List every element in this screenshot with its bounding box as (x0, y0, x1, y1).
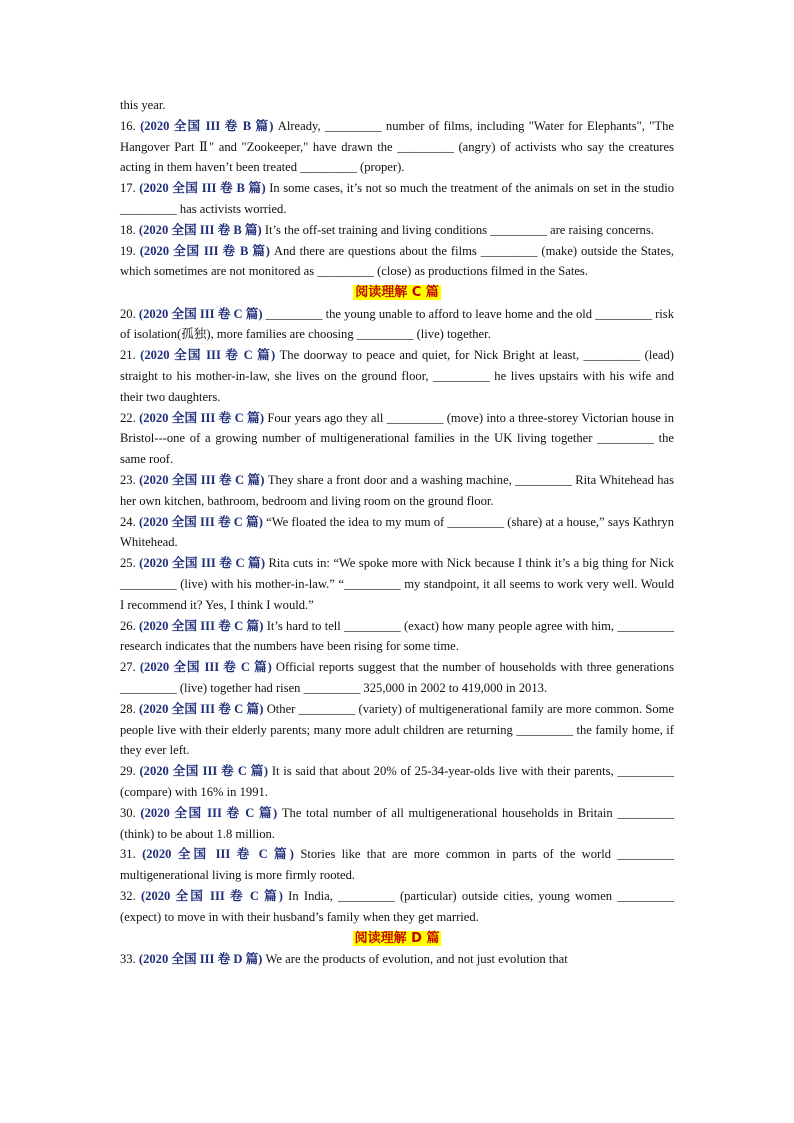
question-number: 26. (120, 618, 139, 633)
question-item (120, 116, 674, 178)
question-source: (2020 全国 III 卷 C 篇) (139, 660, 272, 675)
question-number: 30. (120, 805, 141, 820)
question-item (120, 761, 674, 803)
question-source: (2020 全国 III 卷 B 篇) (139, 181, 266, 196)
question-text: Official reports suggest that the number of households with three generations _________ (live) together had risen _________ 325,000 in 2002 to 419,000 in 2013. (120, 660, 675, 696)
question-number: 28. (120, 701, 139, 716)
question-text: Other _________ (variety) of multigenerational family are more common. Some people live with their elderly parents; many more adult children are returning _________ the family home, if they ever left. (120, 701, 675, 758)
question-text: The doorway to peace and quiet, for Nick Bright at least, _________ (lead) straight to his mother-in-law, she lives on the ground floor, _________ he lives upstairs with his wife and their two daughters. (120, 348, 674, 404)
question-text: “We floated the idea to my mum of _________ (share) at a house,” says Kathryn Whitehead. (120, 514, 675, 550)
question-text: this year. (120, 98, 166, 112)
question-text: It is said that about 20% of 25-34-year-olds live with their parents, _________ (compare) with 16% in 1991. (120, 764, 675, 799)
section-heading (120, 928, 674, 950)
question-item (120, 699, 674, 761)
question-source: (2020 全国 III 卷 C 篇) (139, 764, 269, 779)
question-item (120, 512, 674, 554)
question-source: (2020 全国 III 卷 C 篇) (138, 514, 263, 529)
question-number: 20. (120, 306, 139, 321)
question-source: (2020 全国 III 卷 C 篇) (140, 348, 276, 363)
question-text: Four years ago they all _________ (move) into a three-storey Victorian house in Bristol---one of a growing number of multigenerational families in the UK living together _________ the same roof. (120, 410, 675, 467)
question-item (120, 657, 674, 699)
question-text: Rita cuts in: “We spoke more with Nick because I think it’s a big thing for Nick _________ (live) with his mother-in-law.” “_________ my standpoint, it all seems to work very well. Would I recommend it? Yes, I think I would.” (120, 556, 675, 612)
question-item (120, 95, 674, 116)
question-number: 23. (120, 473, 140, 488)
question-source: (2020 全国 III 卷 C 篇) (142, 847, 295, 862)
question-number: 21. (120, 348, 141, 363)
question-item (120, 304, 674, 346)
question-text: _________ the young unable to afford to leave home and the old _________ risk of isolation(孤独), more families are choosing _________ (live) together. (120, 306, 674, 342)
question-item (120, 470, 674, 512)
document-page (120, 95, 674, 970)
question-item (120, 178, 674, 220)
question-item (120, 803, 674, 845)
question-text: Stories like that are more common in parts of the world _________ multigenerational living is more firmly rooted. (120, 847, 675, 883)
question-text: We are the products of evolution, and not just evolution that (262, 952, 568, 967)
question-text: In some cases, it’s not so much the treatment of the animals on set in the studio _________ has activists worried. (120, 181, 674, 216)
question-number: 17. (120, 181, 140, 196)
question-number: 29. (120, 764, 140, 779)
question-item (120, 886, 674, 928)
question-source: (2020 全国 III 卷 C 篇) (139, 473, 265, 488)
question-source: (2020 全国 III 卷 C 篇) (138, 306, 263, 321)
question-source: (2020 全国 III 卷 C 篇) (139, 410, 265, 425)
question-number: 33. (120, 952, 139, 967)
question-number: 19. (120, 243, 140, 258)
question-source: (2020 全国 III 卷 C 篇) (139, 701, 264, 716)
question-number: 32. (120, 888, 141, 903)
question-source: (2020 全国 III 卷 B 篇) (139, 243, 270, 258)
question-item (120, 553, 674, 615)
question-source: (2020 全国 III 卷 C 篇) (140, 805, 278, 820)
question-item (120, 220, 674, 241)
section-heading-text: 阅读理解 C 篇 (355, 285, 439, 301)
question-text: It’s the off-set training and living conditions _________ are raising concerns. (261, 222, 654, 237)
section-heading-text: 阅读理解 D 篇 (354, 930, 440, 946)
question-source: (2020 全国 III 卷 D 篇) (138, 952, 263, 967)
question-source: (2020 全国 III 卷 C 篇) (139, 556, 266, 571)
question-source: (2020 全国 III 卷 B 篇) (140, 118, 274, 133)
question-source: (2020 全国 III 卷 C 篇) (140, 888, 283, 903)
question-text: It’s hard to tell _________ (exact) how many people agree with him, _________ research indicates that the numbers have been rising for some time. (120, 618, 674, 654)
question-item (120, 949, 674, 970)
question-source: (2020 全国 III 卷 B 篇) (138, 222, 262, 237)
question-text: In India, _________ (particular) outside cities, young women _________ (expect) to move in with their husband’s family when they get married. (120, 888, 674, 924)
question-item (120, 345, 674, 407)
question-item (120, 844, 674, 886)
question-number: 18. (120, 222, 139, 237)
question-text: And there are questions about the films _________ (make) outside the States, which sometimes are not monitored as _________ (close) as productions filmed in the Sates. (120, 243, 675, 279)
question-text: Already, _________ number of films, including "Water for Elephants", "The Hangover Part Ⅱ" and "Zookeeper," have drawn the _________ (angry) of activists who say the creatures acting in them haven’t been treated _________ (proper). (120, 118, 674, 175)
question-text: They share a front door and a washing machine, _________ Rita Whitehead has her own kitchen, bathroom, bedroom and living room on the ground floor. (120, 473, 675, 508)
question-number: 27. (120, 660, 140, 675)
section-heading (120, 282, 674, 304)
question-source: (2020 全国 III 卷 C 篇) (139, 618, 264, 633)
question-item (120, 408, 674, 470)
question-number: 16. (120, 118, 141, 133)
question-number: 31. (120, 847, 143, 862)
question-item (120, 241, 674, 283)
question-number: 25. (120, 556, 140, 571)
question-number: 22. (120, 410, 140, 425)
question-item (120, 616, 674, 658)
question-text: The total number of all multigenerational households in Britain _________ (think) to be about 1.8 million. (120, 805, 674, 841)
question-number: 24. (120, 514, 139, 529)
